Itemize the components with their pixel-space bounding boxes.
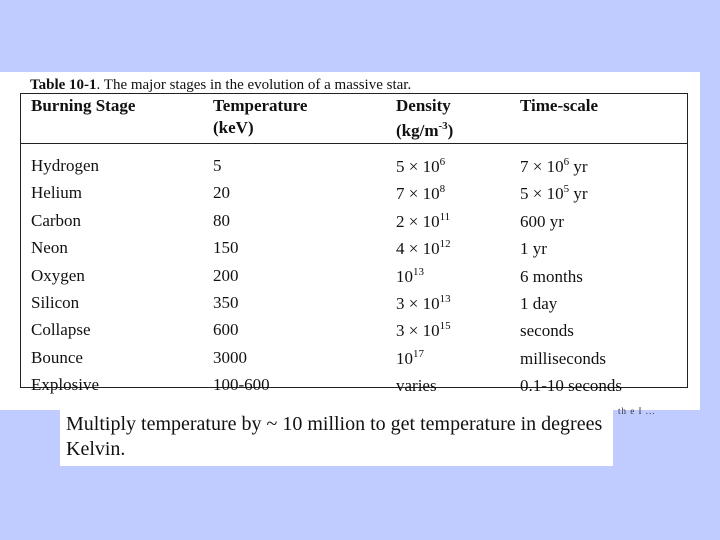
temperature-value: 20 xyxy=(213,183,230,203)
row-temperature xyxy=(213,211,230,231)
row-time-scale xyxy=(520,211,564,232)
density-base: 10 xyxy=(396,348,413,368)
row-time-scale xyxy=(520,266,583,287)
density-base: 3 × 10 xyxy=(396,294,440,313)
stage-value: Helium xyxy=(31,183,82,203)
row-stage xyxy=(31,238,68,258)
density-exponent: 6 xyxy=(439,156,446,168)
density-base: 5 × 10 xyxy=(396,157,440,176)
row-density xyxy=(396,211,450,232)
row-time-scale xyxy=(520,320,574,341)
density-base: varies xyxy=(396,376,437,396)
header-temperature-unit: (keV) xyxy=(213,118,254,137)
header-density-unit xyxy=(396,120,453,141)
row-temperature xyxy=(213,238,239,258)
density-exponent: 13 xyxy=(413,265,424,278)
header-density: Density xyxy=(396,96,451,115)
time-unit: yr xyxy=(569,157,588,176)
density-exponent: 13 xyxy=(439,293,451,305)
temperature-value: 200 xyxy=(213,265,239,285)
row-temperature xyxy=(213,320,239,340)
row-density xyxy=(396,156,445,177)
density-unit-base: (kg/m xyxy=(396,121,439,140)
time-base: 0.1-10 seconds xyxy=(520,376,622,396)
time-base: 1 day xyxy=(520,294,558,313)
row-stage xyxy=(31,211,81,231)
row-density xyxy=(396,266,424,287)
stages-table xyxy=(20,93,688,396)
time-exponent: 6 xyxy=(563,156,570,168)
row-time-scale xyxy=(520,293,557,314)
row-density xyxy=(396,348,424,369)
time-base: seconds xyxy=(520,321,574,341)
note-text: Multiply temperature by ~ 10 million to get temperature in degrees Kelvin. xyxy=(66,413,603,460)
temperature-value: 350 xyxy=(213,293,239,312)
temperature-value: 5 xyxy=(213,156,222,175)
density-base: 3 × 10 xyxy=(396,321,440,341)
row-stage xyxy=(31,320,91,340)
row-time-scale xyxy=(520,183,588,204)
partial-background-text: th e I ... xyxy=(618,406,656,416)
row-density xyxy=(396,375,437,396)
time-unit: yr xyxy=(569,184,588,204)
row-stage xyxy=(31,183,82,203)
row-density xyxy=(396,238,451,259)
header-time-scale: Time-scale xyxy=(520,96,599,115)
row-temperature xyxy=(213,156,222,176)
time-base: 6 months xyxy=(520,266,583,286)
density-base: 4 × 10 xyxy=(396,239,440,259)
time-base: milliseconds xyxy=(520,348,606,368)
stage-value: Oxygen xyxy=(31,265,85,285)
caption-text: . The major stages in the evolution of a massive star. xyxy=(96,77,412,93)
stage-value: Explosive xyxy=(31,375,99,395)
row-temperature xyxy=(213,348,247,368)
stage-value: Carbon xyxy=(31,210,82,230)
row-time-scale xyxy=(520,156,588,177)
temperature-value: 100-600 xyxy=(213,375,270,395)
density-base: 10 xyxy=(396,266,413,286)
row-stage xyxy=(31,293,79,313)
row-time-scale xyxy=(520,375,622,396)
time-base: 600 yr xyxy=(520,211,564,231)
stage-value: Neon xyxy=(31,238,68,258)
density-base: 7 × 10 xyxy=(396,184,440,204)
temperature-value: 80 xyxy=(213,210,230,230)
temperature-value: 3000 xyxy=(213,347,247,367)
stage-value: Hydrogen xyxy=(31,156,99,175)
row-density xyxy=(396,293,451,314)
row-time-scale xyxy=(520,238,547,259)
density-unit-exponent: -3 xyxy=(438,120,448,132)
row-temperature xyxy=(213,293,239,313)
header-temperature: Temperature xyxy=(213,96,308,115)
time-exponent: 5 xyxy=(563,183,570,196)
row-density xyxy=(396,320,451,341)
note-box xyxy=(60,410,613,466)
stage-value: Collapse xyxy=(31,320,91,340)
row-time-scale xyxy=(520,348,606,369)
row-density xyxy=(396,183,445,204)
stage-value: Silicon xyxy=(31,293,80,312)
density-exponent: 8 xyxy=(439,183,446,196)
row-temperature xyxy=(213,266,239,286)
density-exponent: 15 xyxy=(439,320,451,333)
header-divider xyxy=(21,143,687,144)
density-base: 2 × 10 xyxy=(396,211,440,231)
temperature-value: 150 xyxy=(213,238,239,258)
temperature-value: 600 xyxy=(213,320,239,340)
row-stage xyxy=(31,348,83,368)
stage-value: Bounce xyxy=(31,347,83,367)
density-exponent: 11 xyxy=(439,210,451,223)
table-panel xyxy=(0,72,700,410)
time-base: 5 × 10 xyxy=(520,184,564,204)
density-exponent: 17 xyxy=(413,347,424,360)
row-stage xyxy=(31,266,85,286)
row-stage xyxy=(31,156,99,176)
table-caption xyxy=(30,77,411,94)
row-temperature xyxy=(213,375,270,395)
row-temperature xyxy=(213,183,230,203)
time-base: 7 × 10 xyxy=(520,157,564,176)
density-unit-close: ) xyxy=(447,121,454,140)
time-base: 1 yr xyxy=(520,239,547,259)
caption-label: Table 10-1 xyxy=(30,77,97,93)
row-stage xyxy=(31,375,99,395)
header-burning-stage: Burning Stage xyxy=(31,96,136,115)
density-exponent: 12 xyxy=(439,238,451,251)
